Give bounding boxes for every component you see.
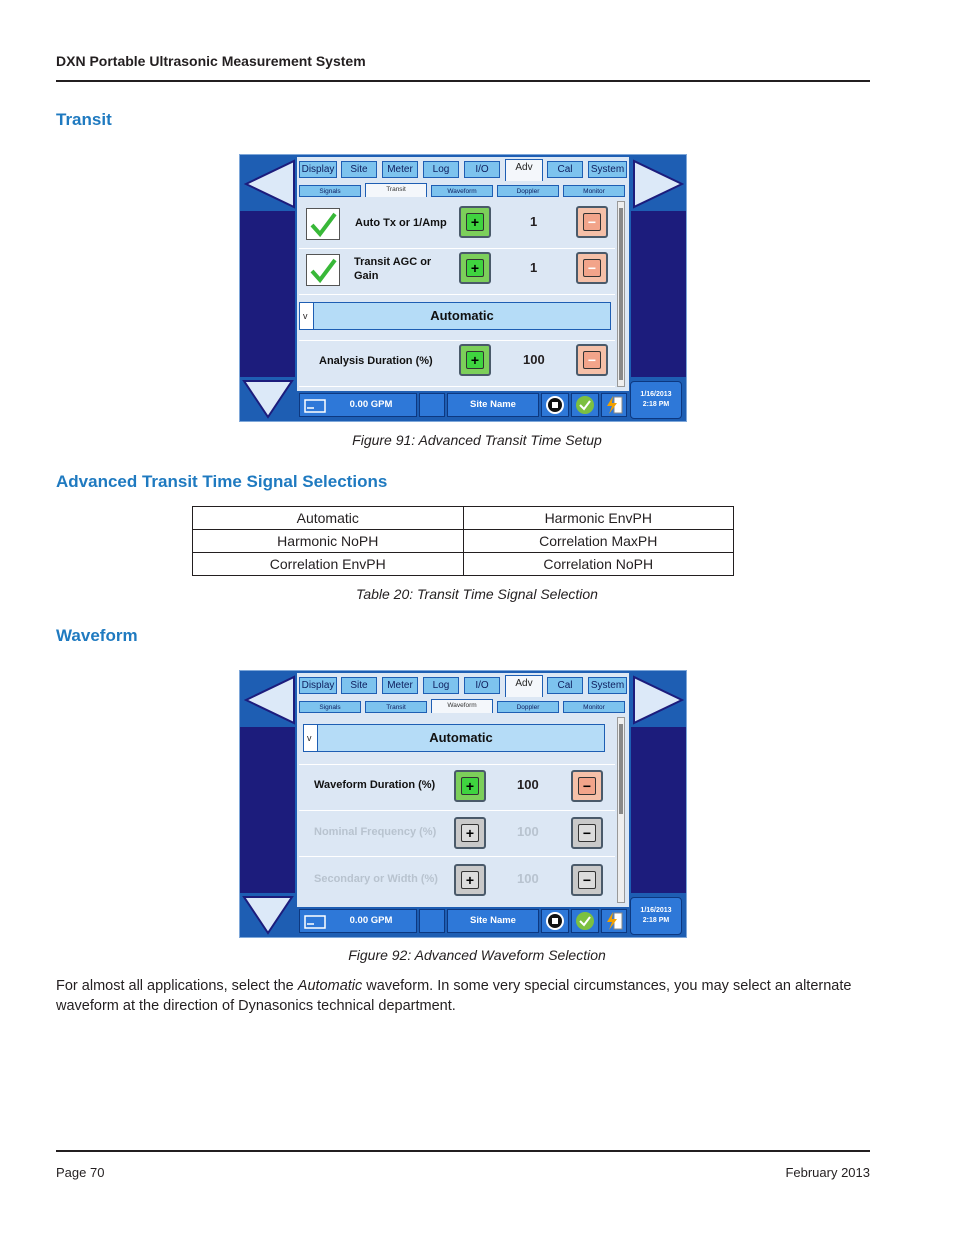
table-caption: Table 20: Transit Time Signal Selection — [356, 586, 598, 602]
down-arrow-icon[interactable] — [242, 895, 294, 935]
tab-system[interactable]: System — [588, 677, 627, 694]
table-cell: Automatic — [193, 507, 464, 530]
minus-icon: − — [583, 213, 601, 231]
checkbox[interactable] — [306, 254, 340, 286]
minus-icon: − — [578, 824, 596, 842]
signal-selection-table — [192, 506, 734, 576]
list-item — [299, 719, 615, 765]
subtab-transit[interactable]: Transit — [365, 701, 427, 713]
table-row — [193, 530, 734, 553]
list-item — [299, 811, 615, 857]
waveform-select[interactable] — [303, 724, 605, 752]
minus-icon: − — [578, 871, 596, 889]
table-cell: Harmonic NoPH — [193, 530, 464, 553]
time-text: 2:18 PM — [642, 401, 670, 408]
section-heading-transit: Transit — [56, 110, 112, 129]
tab-site[interactable]: Site — [341, 161, 377, 178]
body-paragraph — [56, 976, 870, 1016]
check-circle-icon — [575, 911, 595, 931]
paragraph-emphasis: Automatic — [297, 978, 363, 994]
scrollbar[interactable] — [617, 201, 625, 387]
scrollbar-thumb[interactable] — [619, 724, 623, 814]
right-panel — [631, 727, 686, 893]
tab-adv[interactable]: Adv — [505, 159, 543, 181]
list-item — [299, 203, 615, 249]
tab-meter[interactable]: Meter — [382, 161, 418, 178]
figure-caption: Figure 91: Advanced Transit Time Setup — [352, 432, 602, 448]
scrollbar-thumb[interactable] — [619, 208, 623, 380]
paragraph-text: For almost all applications, select the — [56, 978, 298, 994]
decrement-button[interactable] — [576, 344, 608, 376]
plus-icon: + — [466, 259, 484, 277]
tab-site[interactable]: Site — [341, 677, 377, 694]
tab-cal[interactable]: Cal — [547, 677, 583, 694]
list-item — [299, 295, 615, 341]
subtab-waveform[interactable]: Waveform — [431, 185, 493, 197]
battery-charging-icon — [604, 911, 624, 931]
screen-panel — [297, 673, 629, 935]
datetime-display — [630, 897, 682, 935]
flow-readout — [299, 909, 417, 933]
footer-date: February 2013 — [785, 1165, 870, 1180]
status-blank — [419, 393, 445, 417]
date-text: 1/16/2013 — [640, 391, 672, 398]
subtab-signals[interactable]: Signals — [299, 701, 361, 713]
subtab-monitor[interactable]: Monitor — [563, 185, 625, 197]
screen-panel — [297, 157, 629, 419]
page-number: Page 70 — [56, 1165, 105, 1180]
flow-value: 0.00 GPM — [349, 915, 393, 926]
subtab-monitor[interactable]: Monitor — [563, 701, 625, 713]
increment-button[interactable] — [454, 864, 486, 896]
flow-readout — [299, 393, 417, 417]
select-value: Automatic — [317, 725, 604, 751]
list-item — [299, 341, 615, 387]
device-screen-transit — [239, 154, 687, 422]
setting-value: 100 — [517, 777, 539, 792]
device-screen-waveform — [239, 670, 687, 938]
main-tabs — [297, 675, 629, 697]
battery-charging-icon — [604, 395, 624, 415]
plus-icon: + — [466, 213, 484, 231]
setting-label: Secondary or Width (%) — [314, 873, 438, 885]
tab-cal[interactable]: Cal — [547, 161, 583, 178]
table-cell: Correlation EnvPH — [193, 553, 464, 576]
time-text: 2:18 PM — [642, 917, 670, 924]
minus-icon: − — [583, 259, 601, 277]
decrement-button[interactable] — [571, 864, 603, 896]
battery-button[interactable] — [601, 393, 627, 417]
list-item — [299, 857, 615, 902]
dropdown-marker: v — [303, 311, 308, 321]
setting-value: 100 — [517, 871, 539, 886]
list-item — [299, 249, 615, 295]
subtab-signals[interactable]: Signals — [299, 185, 361, 197]
checkbox[interactable] — [306, 208, 340, 240]
status-bar — [297, 907, 629, 935]
site-name-button[interactable]: Site Name — [447, 909, 539, 933]
subtab-doppler[interactable]: Doppler — [497, 701, 559, 713]
increment-button[interactable] — [459, 252, 491, 284]
setting-label: Waveform Duration (%) — [314, 779, 436, 791]
tab-io[interactable]: I/O — [464, 677, 500, 694]
down-arrow-icon[interactable] — [242, 379, 294, 419]
setting-label: Analysis Duration (%) — [319, 355, 433, 367]
scrollbar[interactable] — [617, 717, 625, 903]
right-arrow-icon[interactable] — [632, 159, 684, 209]
decrement-button[interactable] — [576, 206, 608, 238]
tab-display[interactable]: Display — [299, 161, 337, 178]
status-blank — [419, 909, 445, 933]
tab-adv[interactable]: Adv — [505, 675, 543, 697]
paragraph-text: waveform. In some very special circumstances, you may select an alternate waveform at the direction of Dynasonics technical department. — [56, 978, 852, 1014]
header-rule — [56, 80, 870, 82]
setting-value: 100 — [523, 352, 545, 367]
plus-icon: + — [466, 351, 484, 369]
table-row — [193, 553, 734, 576]
setting-value: 100 — [517, 824, 539, 839]
ok-status-button[interactable] — [571, 393, 599, 417]
sub-tabs — [297, 699, 629, 715]
stop-button[interactable] — [541, 393, 569, 417]
setting-value: 1 — [530, 214, 538, 229]
decrement-button[interactable] — [571, 770, 603, 802]
setting-value: 1 — [530, 260, 538, 275]
left-arrow-icon[interactable] — [244, 675, 296, 725]
tab-meter[interactable]: Meter — [382, 677, 418, 694]
stop-icon — [545, 395, 565, 415]
settings-list — [299, 717, 615, 903]
decrement-button[interactable] — [571, 817, 603, 849]
section-heading-signal-selections: Advanced Transit Time Signal Selections — [56, 472, 388, 491]
left-panel — [240, 211, 295, 377]
left-arrow-icon[interactable] — [244, 159, 296, 209]
subtab-doppler[interactable]: Doppler — [497, 185, 559, 197]
increment-button[interactable] — [459, 344, 491, 376]
right-arrow-icon[interactable] — [632, 675, 684, 725]
date-text: 1/16/2013 — [640, 907, 672, 914]
display-icon — [304, 398, 326, 414]
checkmark-icon — [307, 255, 339, 285]
section-heading-waveform: Waveform — [56, 626, 138, 645]
left-panel — [240, 727, 295, 893]
minus-icon: − — [578, 777, 596, 795]
tab-log[interactable]: Log — [423, 677, 459, 694]
sub-tabs — [297, 183, 629, 199]
plus-icon: + — [461, 777, 479, 795]
plus-icon: + — [461, 871, 479, 889]
plus-icon: + — [461, 824, 479, 842]
setting-label: Nominal Frequency (%) — [314, 826, 437, 838]
tab-log[interactable]: Log — [423, 161, 459, 178]
table-cell: Correlation MaxPH — [463, 530, 734, 553]
table-row — [193, 507, 734, 530]
stop-button[interactable] — [541, 909, 569, 933]
select-value: Automatic — [313, 303, 610, 329]
subtab-transit[interactable]: Transit — [365, 183, 427, 197]
main-tabs — [297, 159, 629, 181]
datetime-display — [630, 381, 682, 419]
tab-io[interactable]: I/O — [464, 161, 500, 178]
flow-value: 0.00 GPM — [349, 399, 393, 410]
ok-status-button[interactable] — [571, 909, 599, 933]
display-icon — [304, 914, 326, 930]
right-panel — [631, 211, 686, 377]
tab-system[interactable]: System — [588, 161, 627, 178]
dropdown-marker: v — [307, 733, 312, 743]
check-circle-icon — [575, 395, 595, 415]
decrement-button[interactable] — [576, 252, 608, 284]
increment-button[interactable] — [454, 817, 486, 849]
increment-button[interactable] — [454, 770, 486, 802]
subtab-waveform[interactable]: Waveform — [431, 699, 493, 713]
status-bar — [297, 391, 629, 419]
table-cell: Correlation NoPH — [463, 553, 734, 576]
battery-button[interactable] — [601, 909, 627, 933]
setting-label: Auto Tx or 1/Amp — [355, 217, 447, 229]
footer-rule — [56, 1150, 870, 1152]
figure-caption: Figure 92: Advanced Waveform Selection — [348, 947, 606, 963]
signal-select[interactable] — [299, 302, 611, 330]
site-name-button[interactable]: Site Name — [447, 393, 539, 417]
table-cell: Harmonic EnvPH — [463, 507, 734, 530]
list-item — [299, 765, 615, 811]
document-header: DXN Portable Ultrasonic Measurement System — [56, 53, 366, 69]
stop-icon — [545, 911, 565, 931]
checkmark-icon — [307, 209, 339, 239]
settings-list — [299, 201, 615, 387]
increment-button[interactable] — [459, 206, 491, 238]
tab-display[interactable]: Display — [299, 677, 337, 694]
minus-icon: − — [583, 351, 601, 369]
setting-label: Transit AGC or Gain — [354, 256, 432, 282]
